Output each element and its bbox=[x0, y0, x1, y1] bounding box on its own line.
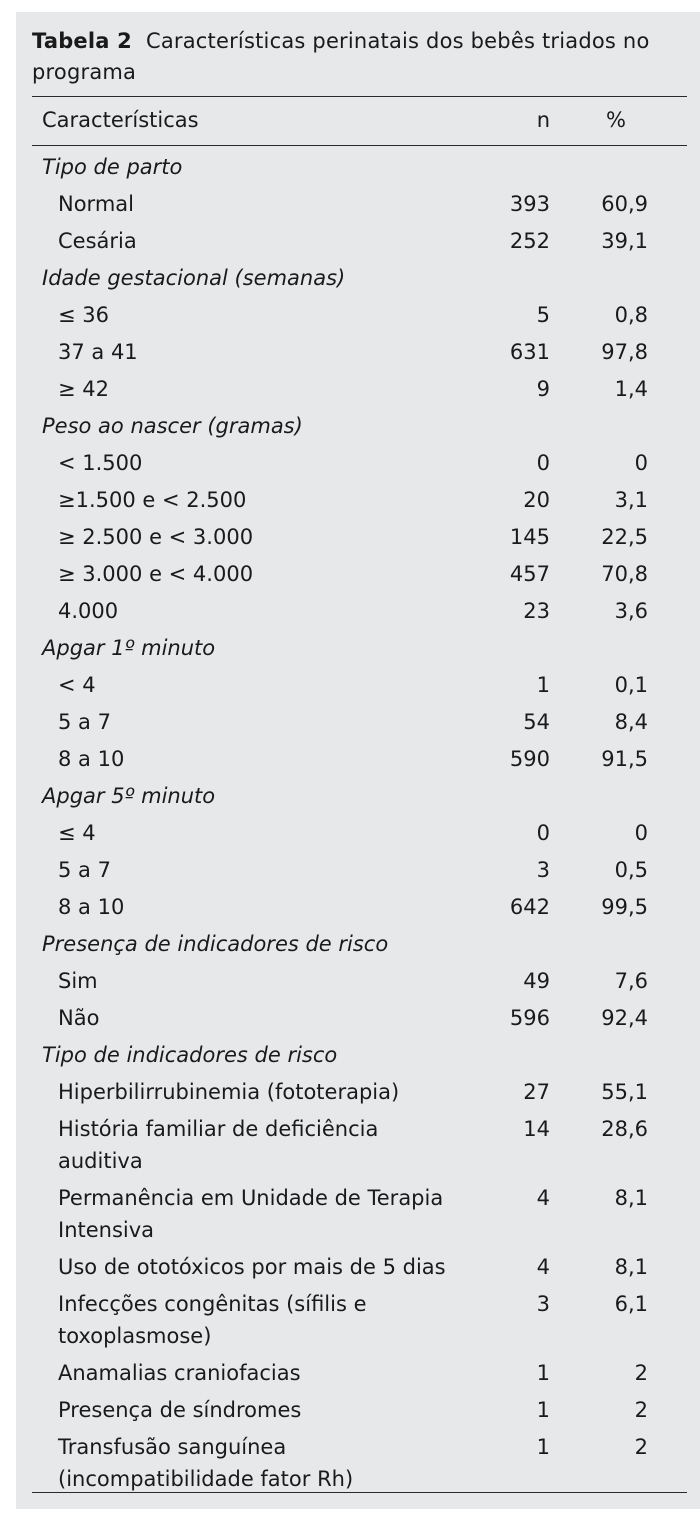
row-n-value: 54 bbox=[523, 710, 550, 734]
table-row bbox=[16, 1355, 700, 1392]
row-n-value: 49 bbox=[523, 969, 550, 993]
category-row bbox=[16, 408, 700, 445]
row-percent-value: 92,4 bbox=[601, 1006, 648, 1030]
row-label: 8 a 10 bbox=[58, 895, 125, 919]
header-n: n bbox=[536, 108, 550, 132]
row-percent-value: 3,1 bbox=[614, 488, 648, 512]
row-label: < 1.500 bbox=[58, 451, 143, 475]
table-row bbox=[16, 1286, 700, 1355]
category-row bbox=[16, 260, 700, 297]
row-n-value: 1 bbox=[536, 1435, 550, 1459]
table-row bbox=[16, 297, 700, 334]
row-label: ≥ 42 bbox=[58, 377, 109, 401]
row-n-value: 590 bbox=[509, 747, 550, 771]
row-percent-value: 8,1 bbox=[614, 1186, 648, 1210]
row-n-value: 27 bbox=[523, 1080, 550, 1104]
table-row bbox=[16, 334, 700, 371]
row-n-value: 4 bbox=[536, 1186, 550, 1210]
table-row bbox=[16, 445, 700, 482]
row-percent-value: 0,8 bbox=[614, 303, 648, 327]
row-label: < 4 bbox=[58, 673, 96, 697]
row-label: Uso de ototóxicos por mais de 5 dias bbox=[58, 1255, 446, 1279]
row-percent-value: 55,1 bbox=[601, 1080, 648, 1104]
row-label: Hiperbilirrubinemia (fototerapia) bbox=[58, 1080, 400, 1104]
category-row bbox=[16, 926, 700, 963]
table-row bbox=[16, 852, 700, 889]
table-row bbox=[16, 815, 700, 852]
row-label: ≥1.500 e < 2.500 bbox=[58, 488, 247, 512]
top-rule bbox=[32, 96, 687, 97]
row-n-value: 1 bbox=[536, 1398, 550, 1422]
row-label: Infecções congênitas (sífilis e toxoplasmose) bbox=[58, 1292, 367, 1348]
row-n-value: 14 bbox=[523, 1117, 550, 1141]
row-percent-value: 0 bbox=[634, 821, 648, 845]
row-label: Permanência em Unidade de Terapia Intensiva bbox=[58, 1186, 444, 1242]
row-percent-value: 0,1 bbox=[614, 673, 648, 697]
table-title: Características perinatais dos bebês triados no programa bbox=[32, 29, 650, 84]
table-row bbox=[16, 741, 700, 778]
row-label: ≥ 2.500 e < 3.000 bbox=[58, 525, 254, 549]
row-n-value: 457 bbox=[509, 562, 550, 586]
table-row bbox=[16, 223, 700, 260]
header-rule bbox=[32, 145, 687, 146]
row-percent-value: 2 bbox=[634, 1361, 648, 1385]
row-percent-value: 8,4 bbox=[614, 710, 648, 734]
table-body bbox=[16, 149, 700, 1498]
row-percent-value: 22,5 bbox=[601, 525, 648, 549]
row-percent-value: 0,5 bbox=[614, 858, 648, 882]
row-n-value: 3 bbox=[536, 858, 550, 882]
row-label: ≤ 4 bbox=[58, 821, 96, 845]
row-percent-value: 39,1 bbox=[601, 229, 648, 253]
category-row bbox=[16, 149, 700, 186]
row-n-value: 642 bbox=[509, 895, 550, 919]
row-n-value: 5 bbox=[536, 303, 550, 327]
table-row bbox=[16, 963, 700, 1000]
row-n-value: 0 bbox=[536, 451, 550, 475]
row-percent-value: 70,8 bbox=[601, 562, 648, 586]
row-label: Anamalias craniofacias bbox=[58, 1361, 301, 1385]
category-label: Peso ao nascer (gramas) bbox=[42, 414, 303, 438]
category-row bbox=[16, 630, 700, 667]
bottom-rule bbox=[32, 1492, 687, 1493]
row-percent-value: 3,6 bbox=[614, 599, 648, 623]
table-row bbox=[16, 667, 700, 704]
category-label: Presença de indicadores de risco bbox=[42, 932, 389, 956]
row-label: Transfusão sanguínea (incompatibilidade fator Rh) bbox=[58, 1435, 354, 1491]
row-n-value: 393 bbox=[509, 192, 550, 216]
row-n-value: 4 bbox=[536, 1255, 550, 1279]
category-label: Tipo de indicadores de risco bbox=[42, 1043, 338, 1067]
row-label: História familiar de deficiência auditiva bbox=[58, 1117, 379, 1173]
table-label: Tabela 2 bbox=[32, 29, 132, 53]
row-percent-value: 8,1 bbox=[614, 1255, 648, 1279]
category-label: Tipo de parto bbox=[42, 155, 183, 179]
row-label: 37 a 41 bbox=[58, 340, 138, 364]
table-row bbox=[16, 593, 700, 630]
category-row bbox=[16, 778, 700, 815]
row-label: Sim bbox=[58, 969, 98, 993]
table-row bbox=[16, 186, 700, 223]
row-n-value: 1 bbox=[536, 673, 550, 697]
table-row bbox=[16, 704, 700, 741]
row-n-value: 9 bbox=[536, 377, 550, 401]
row-n-value: 20 bbox=[523, 488, 550, 512]
row-percent-value: 6,1 bbox=[614, 1292, 648, 1316]
row-label: Presença de síndromes bbox=[58, 1398, 302, 1422]
row-label: 5 a 7 bbox=[58, 710, 111, 734]
table-row bbox=[16, 889, 700, 926]
row-percent-value: 99,5 bbox=[601, 895, 648, 919]
table-row bbox=[16, 1249, 700, 1286]
row-label: 8 a 10 bbox=[58, 747, 125, 771]
row-n-value: 145 bbox=[509, 525, 550, 549]
table-row bbox=[16, 371, 700, 408]
row-label: 4.000 bbox=[58, 599, 119, 623]
row-percent-value: 2 bbox=[634, 1435, 648, 1459]
row-label: ≤ 36 bbox=[58, 303, 109, 327]
category-label: Apgar 5º minuto bbox=[42, 784, 216, 808]
table-panel bbox=[16, 12, 700, 1509]
row-label: 5 a 7 bbox=[58, 858, 111, 882]
table-row bbox=[16, 482, 700, 519]
row-percent-value: 91,5 bbox=[601, 747, 648, 771]
row-percent-value: 60,9 bbox=[601, 192, 648, 216]
row-label: ≥ 3.000 e < 4.000 bbox=[58, 562, 254, 586]
table-row bbox=[16, 1392, 700, 1429]
row-percent-value: 0 bbox=[634, 451, 648, 475]
table-row bbox=[16, 1429, 700, 1498]
row-n-value: 0 bbox=[536, 821, 550, 845]
category-label: Idade gestacional (semanas) bbox=[42, 266, 346, 290]
row-percent-value: 97,8 bbox=[601, 340, 648, 364]
category-label: Apgar 1º minuto bbox=[42, 636, 216, 660]
row-percent-value: 7,6 bbox=[614, 969, 648, 993]
row-n-value: 3 bbox=[536, 1292, 550, 1316]
row-percent-value: 28,6 bbox=[601, 1117, 648, 1141]
table-row bbox=[16, 1074, 700, 1111]
row-n-value: 23 bbox=[523, 599, 550, 623]
row-n-value: 631 bbox=[509, 340, 550, 364]
header-percent: % bbox=[606, 108, 626, 132]
table-row bbox=[16, 1111, 700, 1180]
table-row bbox=[16, 519, 700, 556]
header-characteristics: Características bbox=[42, 108, 199, 132]
row-label: Não bbox=[58, 1006, 100, 1030]
row-percent-value: 2 bbox=[634, 1398, 648, 1422]
table-caption bbox=[32, 26, 692, 88]
table-row bbox=[16, 1000, 700, 1037]
row-n-value: 1 bbox=[536, 1361, 550, 1385]
row-percent-value: 1,4 bbox=[614, 377, 648, 401]
row-label: Normal bbox=[58, 192, 134, 216]
category-row bbox=[16, 1037, 700, 1074]
row-n-value: 596 bbox=[509, 1006, 550, 1030]
table-row bbox=[16, 1180, 700, 1249]
row-label: Cesária bbox=[58, 229, 137, 253]
row-n-value: 252 bbox=[509, 229, 550, 253]
table-row bbox=[16, 556, 700, 593]
